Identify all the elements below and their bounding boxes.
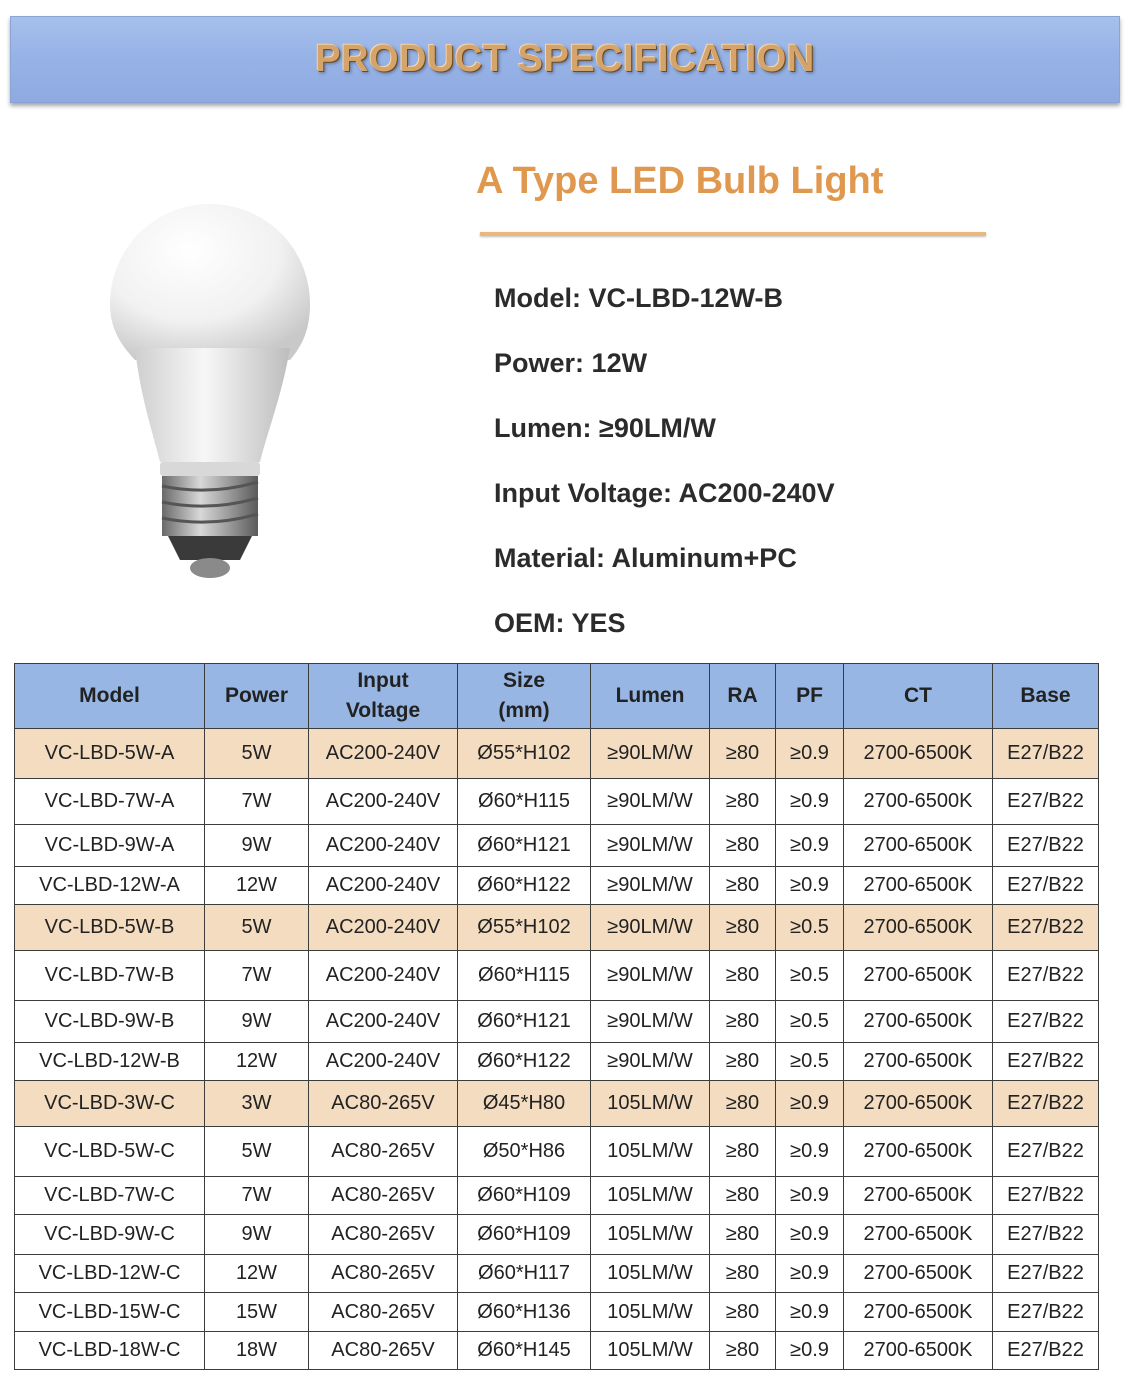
spec-value: VC-LBD-12W-B [588, 283, 783, 313]
column-header [591, 664, 710, 729]
table-cell: Ø55*H102 [458, 729, 591, 779]
table-cell: VC-LBD-5W-B [15, 905, 205, 951]
column-header-label: Base [1020, 684, 1071, 707]
table-cell: Ø60*H145 [458, 1332, 591, 1370]
table-cell: ≥90LM/W [591, 825, 710, 867]
spec-label: Input Voltage: [494, 478, 672, 508]
table-cell: 9W [205, 1001, 309, 1043]
table-cell: ≥80 [710, 1255, 776, 1293]
table-cell: ≥80 [710, 1177, 776, 1215]
column-header [309, 664, 458, 729]
spec-power [494, 343, 835, 408]
table-cell: VC-LBD-3W-C [15, 1081, 205, 1127]
table-cell: AC80-265V [309, 1293, 458, 1332]
column-header-label-line2: (mm) [498, 699, 550, 722]
table-cell: AC80-265V [309, 1255, 458, 1293]
table-cell: Ø60*H122 [458, 867, 591, 905]
table-cell: E27/B22 [993, 1255, 1099, 1293]
table-cell: E27/B22 [993, 825, 1099, 867]
table-cell: 12W [205, 867, 309, 905]
table-cell: ≥80 [710, 1001, 776, 1043]
table-cell: ≥0.5 [776, 1001, 844, 1043]
table-cell: 2700-6500K [844, 729, 993, 779]
table-cell: 5W [205, 905, 309, 951]
table-row [15, 1215, 1099, 1255]
table-row [15, 1081, 1099, 1127]
table-cell: AC80-265V [309, 1332, 458, 1370]
table-cell: 2700-6500K [844, 1177, 993, 1215]
spec-lumen [494, 408, 835, 473]
table-cell: E27/B22 [993, 1043, 1099, 1081]
table-cell: E27/B22 [993, 1293, 1099, 1332]
table-row [15, 729, 1099, 779]
table-cell: 105LM/W [591, 1177, 710, 1215]
table-cell: ≥90LM/W [591, 1043, 710, 1081]
table-row [15, 779, 1099, 825]
table-cell: ≥90LM/W [591, 779, 710, 825]
table-cell: ≥0.5 [776, 905, 844, 951]
table-cell: ≥90LM/W [591, 905, 710, 951]
title-divider [480, 232, 986, 236]
table-cell: ≥0.9 [776, 1332, 844, 1370]
table-cell: 105LM/W [591, 1081, 710, 1127]
title-banner [10, 16, 1120, 103]
table-cell: ≥80 [710, 1081, 776, 1127]
table-cell: E27/B22 [993, 1127, 1099, 1177]
table-cell: Ø60*H117 [458, 1255, 591, 1293]
table-cell: Ø60*H121 [458, 1001, 591, 1043]
spec-value: YES [571, 608, 626, 638]
table-cell: AC200-240V [309, 951, 458, 1001]
table-cell: AC200-240V [309, 779, 458, 825]
table-cell: ≥0.9 [776, 779, 844, 825]
table-cell: 105LM/W [591, 1127, 710, 1177]
table-cell: AC200-240V [309, 1001, 458, 1043]
spec-table-container [14, 663, 1098, 1370]
led-bulb-image [100, 200, 320, 590]
table-cell: ≥80 [710, 779, 776, 825]
table-row [15, 1177, 1099, 1215]
bulb-illustration [100, 200, 320, 590]
column-header-label-line2: Voltage [345, 699, 421, 722]
column-header-label: Size [502, 669, 546, 692]
column-header-label: Model [79, 684, 140, 707]
column-header [776, 664, 844, 729]
table-cell: AC200-240V [309, 867, 458, 905]
table-cell: ≥80 [710, 729, 776, 779]
table-cell: AC80-265V [309, 1127, 458, 1177]
table-body [15, 729, 1099, 1370]
spec-label: Lumen: [494, 413, 592, 443]
column-header [710, 664, 776, 729]
table-cell: ≥80 [710, 1215, 776, 1255]
spec-table [14, 663, 1099, 1370]
table-cell: 2700-6500K [844, 905, 993, 951]
table-cell: 105LM/W [591, 1215, 710, 1255]
table-cell: ≥80 [710, 951, 776, 1001]
table-cell: E27/B22 [993, 729, 1099, 779]
column-header-label: PF [796, 684, 823, 707]
spec-value: AC200-240V [678, 478, 835, 508]
spec-list [494, 278, 835, 668]
table-cell: ≥0.9 [776, 1255, 844, 1293]
spec-label: Model: [494, 283, 581, 313]
table-cell: AC80-265V [309, 1177, 458, 1215]
table-row [15, 1043, 1099, 1081]
table-cell: VC-LBD-5W-A [15, 729, 205, 779]
table-cell: Ø60*H115 [458, 951, 591, 1001]
table-cell: ≥80 [710, 1293, 776, 1332]
table-cell: ≥80 [710, 1332, 776, 1370]
table-cell: ≥0.9 [776, 729, 844, 779]
table-row [15, 1332, 1099, 1370]
table-cell: E27/B22 [993, 1001, 1099, 1043]
table-cell: Ø60*H109 [458, 1177, 591, 1215]
table-cell: E27/B22 [993, 867, 1099, 905]
table-cell: 5W [205, 729, 309, 779]
spec-label: Power: [494, 348, 585, 378]
column-header-label: Lumen [615, 684, 685, 707]
table-row [15, 951, 1099, 1001]
table-cell: 9W [205, 1215, 309, 1255]
table-cell: VC-LBD-9W-A [15, 825, 205, 867]
spec-value: Aluminum+PC [611, 543, 797, 573]
table-cell: Ø60*H121 [458, 825, 591, 867]
table-cell: ≥90LM/W [591, 951, 710, 1001]
spec-label: Material: [494, 543, 606, 573]
table-cell: 2700-6500K [844, 1255, 993, 1293]
table-cell: E27/B22 [993, 1332, 1099, 1370]
table-cell: E27/B22 [993, 951, 1099, 1001]
table-row [15, 825, 1099, 867]
table-cell: ≥0.5 [776, 951, 844, 1001]
table-row [15, 1293, 1099, 1332]
column-header [458, 664, 591, 729]
banner-title: PRODUCT SPECIFICATION [315, 38, 815, 80]
table-cell: ≥80 [710, 1043, 776, 1081]
spec-label: OEM: [494, 608, 565, 638]
table-cell: E27/B22 [993, 779, 1099, 825]
column-header [15, 664, 205, 729]
table-cell: ≥0.9 [776, 825, 844, 867]
table-cell: ≥0.9 [776, 1127, 844, 1177]
table-cell: E27/B22 [993, 905, 1099, 951]
table-cell: 2700-6500K [844, 867, 993, 905]
table-cell: VC-LBD-18W-C [15, 1332, 205, 1370]
table-cell: Ø60*H115 [458, 779, 591, 825]
table-cell: VC-LBD-15W-C [15, 1293, 205, 1332]
table-cell: 7W [205, 951, 309, 1001]
table-row [15, 867, 1099, 905]
table-cell: VC-LBD-12W-C [15, 1255, 205, 1293]
table-row [15, 1255, 1099, 1293]
column-header [844, 664, 993, 729]
table-cell: VC-LBD-9W-C [15, 1215, 205, 1255]
table-cell: E27/B22 [993, 1081, 1099, 1127]
table-cell: ≥80 [710, 867, 776, 905]
table-cell: 2700-6500K [844, 1293, 993, 1332]
table-cell: 2700-6500K [844, 1001, 993, 1043]
spec-value: ≥90LM/W [599, 413, 716, 443]
table-cell: 2700-6500K [844, 1332, 993, 1370]
table-cell: Ø60*H122 [458, 1043, 591, 1081]
table-cell: 18W [205, 1332, 309, 1370]
table-cell: AC200-240V [309, 1043, 458, 1081]
table-cell: 9W [205, 825, 309, 867]
table-cell: VC-LBD-7W-B [15, 951, 205, 1001]
table-header-row [15, 664, 1099, 729]
column-header-label: CT [904, 684, 932, 707]
table-cell: 12W [205, 1043, 309, 1081]
table-cell: 12W [205, 1255, 309, 1293]
table-cell: ≥90LM/W [591, 1001, 710, 1043]
table-cell: 105LM/W [591, 1293, 710, 1332]
table-cell: ≥0.9 [776, 1293, 844, 1332]
table-cell: Ø45*H80 [458, 1081, 591, 1127]
table-cell: VC-LBD-7W-C [15, 1177, 205, 1215]
column-header-label: Power [224, 684, 289, 707]
table-cell: 7W [205, 779, 309, 825]
table-cell: AC200-240V [309, 905, 458, 951]
table-cell: AC200-240V [309, 729, 458, 779]
spec-value: 12W [591, 348, 648, 378]
table-cell: 7W [205, 1177, 309, 1215]
table-cell: 15W [205, 1293, 309, 1332]
table-cell: 2700-6500K [844, 1043, 993, 1081]
table-cell: VC-LBD-12W-B [15, 1043, 205, 1081]
table-cell: ≥90LM/W [591, 729, 710, 779]
table-cell: AC80-265V [309, 1081, 458, 1127]
table-cell: 105LM/W [591, 1332, 710, 1370]
spec-oem [494, 603, 835, 668]
table-cell: 2700-6500K [844, 1127, 993, 1177]
table-cell: ≥0.9 [776, 867, 844, 905]
table-cell: ≥0.9 [776, 1215, 844, 1255]
column-header [993, 664, 1099, 729]
table-cell: 2700-6500K [844, 1081, 993, 1127]
spec-model [494, 278, 835, 343]
table-row [15, 1001, 1099, 1043]
table-cell: Ø60*H136 [458, 1293, 591, 1332]
table-cell: Ø55*H102 [458, 905, 591, 951]
table-cell: VC-LBD-9W-B [15, 1001, 205, 1043]
table-cell: Ø50*H86 [458, 1127, 591, 1177]
table-cell: VC-LBD-7W-A [15, 779, 205, 825]
table-cell: VC-LBD-12W-A [15, 867, 205, 905]
column-header [205, 664, 309, 729]
table-cell: ≥90LM/W [591, 867, 710, 905]
table-cell: ≥80 [710, 905, 776, 951]
table-cell: 5W [205, 1127, 309, 1177]
table-cell: VC-LBD-5W-C [15, 1127, 205, 1177]
table-cell: 2700-6500K [844, 1215, 993, 1255]
spec-material [494, 538, 835, 603]
table-cell: E27/B22 [993, 1177, 1099, 1215]
table-row [15, 905, 1099, 951]
table-cell: ≥80 [710, 825, 776, 867]
table-cell: 2700-6500K [844, 951, 993, 1001]
table-cell: Ø60*H109 [458, 1215, 591, 1255]
table-cell: ≥0.9 [776, 1081, 844, 1127]
table-cell: AC200-240V [309, 825, 458, 867]
table-cell: ≥0.5 [776, 1043, 844, 1081]
spec-input-voltage [494, 473, 835, 538]
table-cell: ≥80 [710, 1127, 776, 1177]
table-cell: 3W [205, 1081, 309, 1127]
table-cell: E27/B22 [993, 1215, 1099, 1255]
column-header-label: RA [727, 684, 758, 707]
table-cell: 2700-6500K [844, 825, 993, 867]
table-cell: 105LM/W [591, 1255, 710, 1293]
column-header-label: Input [357, 669, 409, 692]
table-cell: ≥0.9 [776, 1177, 844, 1215]
table-cell: AC80-265V [309, 1215, 458, 1255]
table-cell: 2700-6500K [844, 779, 993, 825]
product-title: A Type LED Bulb Light [476, 160, 884, 202]
table-row [15, 1127, 1099, 1177]
